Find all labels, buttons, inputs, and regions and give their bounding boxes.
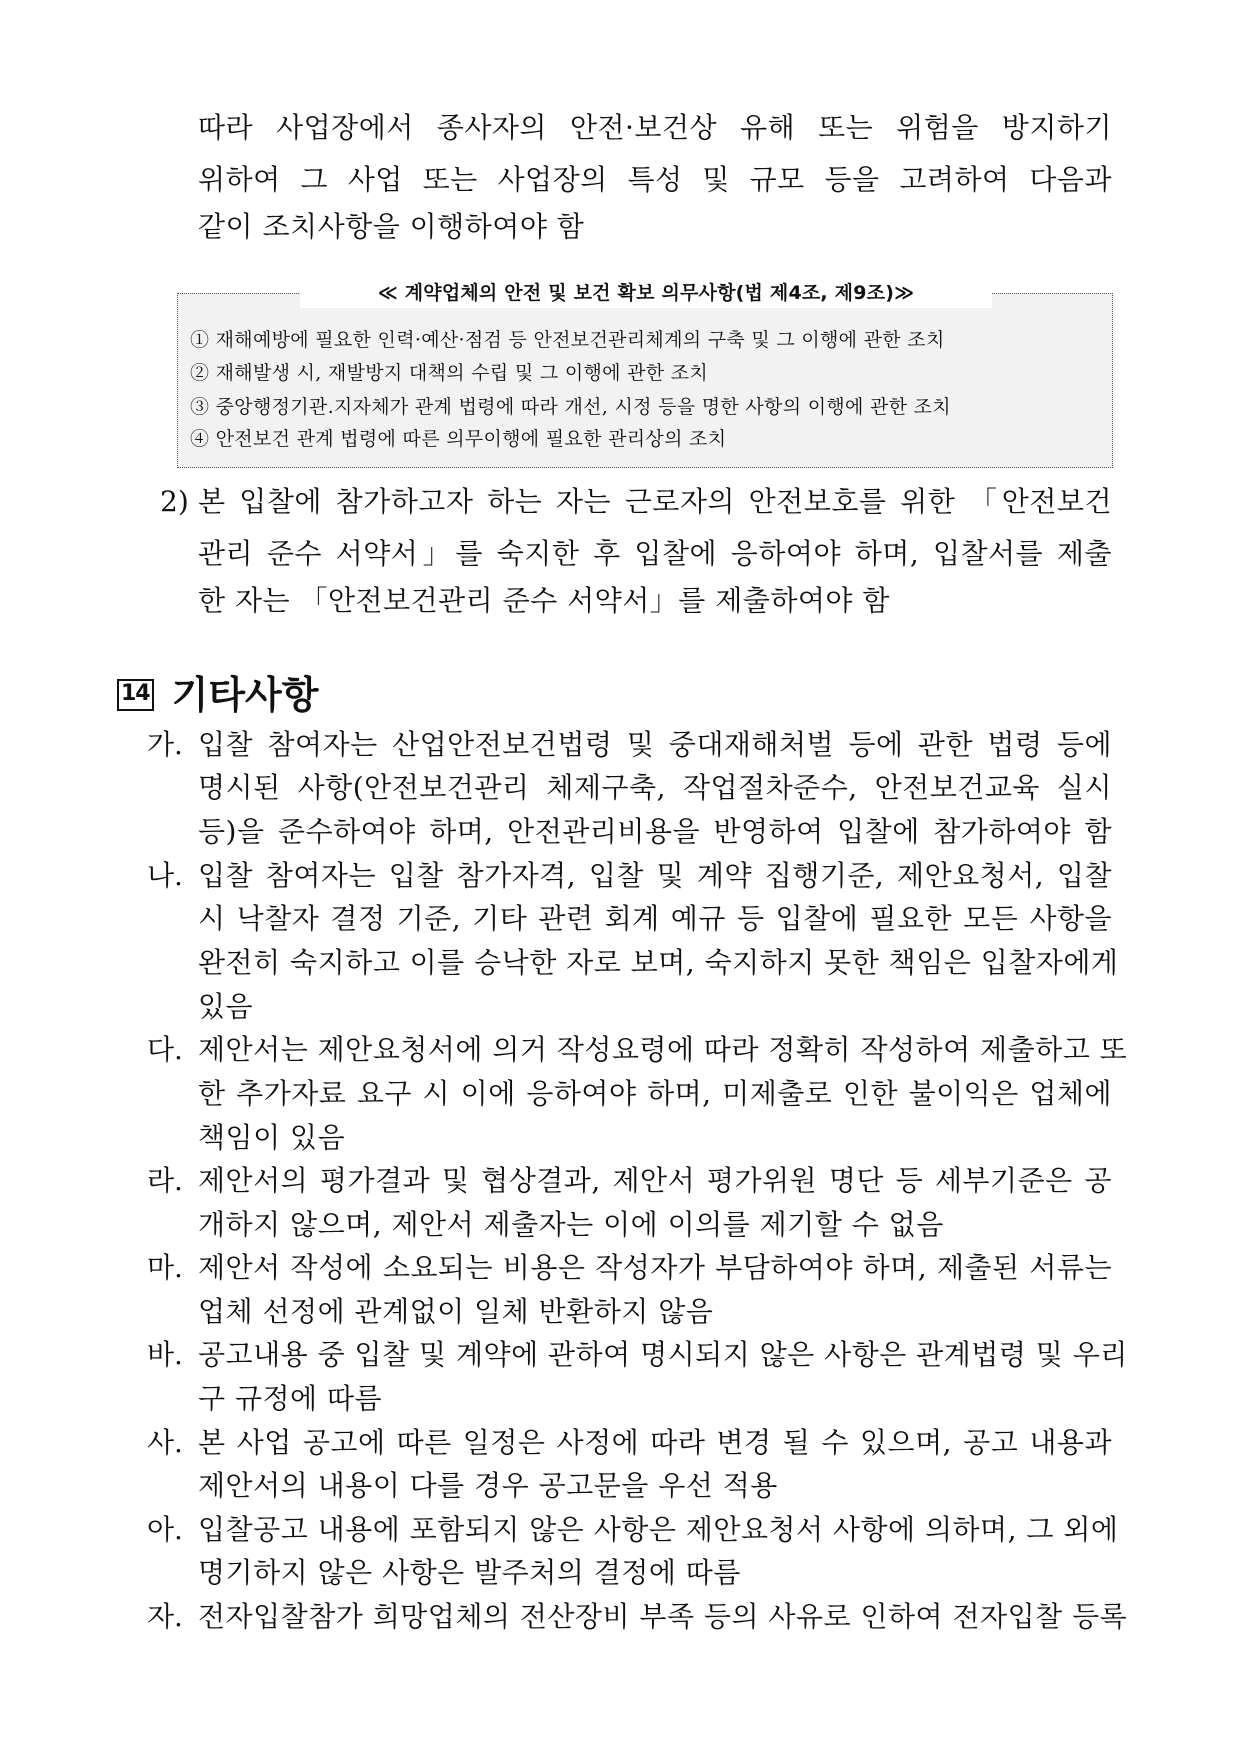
obligations-box-title: ≪ 계약업체의 안전 및 보건 확보 의무사항(법 제4조, 제9조)≫ <box>377 282 915 304</box>
list-item-line: 입찰 참여자는 입찰 참가자격, 입찰 및 계약 집행기준, 제안요청서, 입찰 <box>198 859 1112 892</box>
list-item-line: 개하지 않으며, 제안서 제출자는 이에 이의를 제기할 수 없음 <box>198 1208 944 1241</box>
list-item-marker: 사. <box>147 1426 183 1459</box>
intro-line: 따라 사업장에서 종사자의 안전·보건상 유해 또는 위험을 방지하기 <box>198 111 1112 144</box>
list-item-line: 한 추가자료 요구 시 이에 응하여야 하며, 미제출로 인한 불이익은 업체에 <box>198 1077 1112 1110</box>
list-item-line: 제안서의 내용이 다를 경우 공고문을 우선 적용 <box>198 1469 778 1502</box>
list-item-marker: 아. <box>147 1513 183 1546</box>
list-item-line: 업체 선정에 관계없이 일체 반환하지 않음 <box>198 1295 714 1328</box>
section-title: 기타사항 <box>171 673 319 717</box>
list-item-line: 공고내용 중 입찰 및 계약에 관하여 명시되지 않은 사항은 관계법령 및 우리 <box>198 1338 1128 1371</box>
list-item-line: 전자입찰참가 희망업체의 전산장비 부족 등의 사유로 인하여 전자입찰 등록 <box>198 1600 1128 1633</box>
list-item-marker: 마. <box>147 1251 183 1284</box>
list-item-line: 본 사업 공고에 따른 일정은 사정에 따라 변경 될 수 있으며, 공고 내용과 <box>198 1426 1112 1459</box>
list-item-line: 책임이 있음 <box>198 1121 346 1154</box>
list-item-line: 제안서는 제안요청서에 의거 작성요령에 따라 정확히 작성하여 제출하고 또 <box>198 1033 1128 1066</box>
obligation-item: ① 재해예방에 필요한 인력·예산·점검 등 안전보건관리체계의 구축 및 그 이행에 관한 조치 <box>190 329 945 351</box>
list-item-line: 입찰공고 내용에 포함되지 않은 사항은 제안요청서 사항에 의하며, 그 외에 <box>198 1513 1119 1546</box>
list-item-marker: 가. <box>147 728 183 761</box>
obligation-item: ② 재해발생 시, 재발방지 대책의 수립 및 그 이행에 관한 조치 <box>190 362 709 384</box>
list-item-line: 있음 <box>198 990 254 1023</box>
list-item-line: 시 낙찰자 결정 기준, 기타 관련 회계 예규 등 입찰에 필요한 모든 사항을 <box>198 902 1112 935</box>
item-marker: 2) <box>160 485 189 518</box>
list-item-line: 등)을 준수하여야 하며, 안전관리비용을 반영하여 입찰에 참가하여야 함 <box>198 815 1112 848</box>
intro-line: 위하여 그 사업 또는 사업장의 특성 및 규모 등을 고려하여 다음과 <box>198 163 1112 196</box>
obligation-item: ④ 안전보건 관계 법령에 따른 의무이행에 필요한 관리상의 조치 <box>190 428 727 450</box>
list-item-line: 완전히 숙지하고 이를 승낙한 자로 보며, 숙지하지 못한 책임은 입찰자에게 <box>198 946 1119 979</box>
list-item-line: 구 규정에 따름 <box>198 1382 383 1415</box>
list-item-marker: 나. <box>147 859 183 892</box>
list-item-line: 입찰 참여자는 산업안전보건법령 및 중대재해처벌 등에 관한 법령 등에 <box>198 728 1112 761</box>
list-item-marker: 다. <box>147 1033 183 1066</box>
list-item-line: 명기하지 않은 사항은 발주처의 결정에 따름 <box>198 1556 741 1589</box>
section-heading <box>117 670 318 720</box>
list-item-line: 제안서 작성에 소요되는 비용은 작성자가 부담하여야 하며, 제출된 서류는 <box>198 1251 1112 1284</box>
intro-line: 같이 조치사항을 이행하여야 함 <box>198 210 585 243</box>
list-item-marker: 자. <box>147 1600 183 1633</box>
item2-line: 본 입찰에 참가하고자 하는 자는 근로자의 안전보호를 위한 「안전보건 <box>198 485 1112 518</box>
section-number-badge: 14 <box>117 679 154 711</box>
list-item-line: 명시된 사항(안전보건관리 체제구축, 작업절차준수, 안전보건교육 실시 <box>198 771 1112 804</box>
list-item-line: 제안서의 평가결과 및 협상결과, 제안서 평가위원 명단 등 세부기준은 공 <box>198 1164 1112 1197</box>
obligations-box-title-wrap <box>300 278 992 308</box>
obligation-item: ③ 중앙행정기관.지자체가 관계 법령에 따라 개선, 시정 등을 명한 사항의 이행에 관한 조치 <box>190 396 951 418</box>
item2-line: 관리 준수 서약서」를 숙지한 후 입찰에 응하여야 하며, 입찰서를 제출 <box>198 537 1112 570</box>
list-item-marker: 바. <box>147 1338 183 1371</box>
item2-line: 한 자는 「안전보건관리 준수 서약서」를 제출하여야 함 <box>198 584 890 617</box>
list-item-marker: 라. <box>147 1164 183 1197</box>
